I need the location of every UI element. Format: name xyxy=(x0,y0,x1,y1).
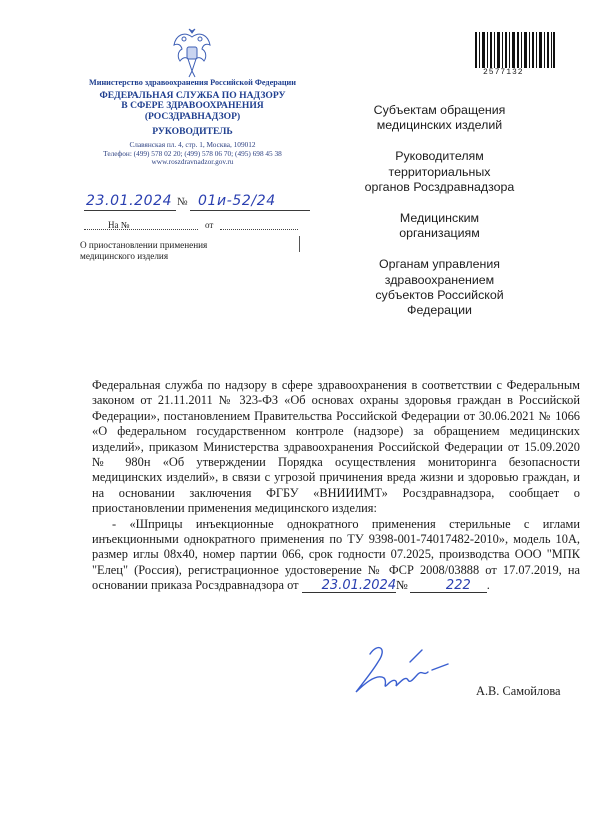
addressee-4: Органам управления здравоохранением субъектов Российской Федерации xyxy=(375,257,504,318)
letterhead xyxy=(70,78,315,167)
barcode-number: 2577132 xyxy=(483,68,524,77)
head-title: РУКОВОДИТЕЛЬ xyxy=(152,126,233,138)
phones: Телефон: (499) 578 02 20; (499) 578 06 70; (495) 698 45 38 xyxy=(103,148,282,158)
reg-date-handwritten: 23.01.2024 xyxy=(86,193,173,209)
reg-number-handwritten: 01и-52/24 xyxy=(198,193,276,209)
ot-line xyxy=(220,220,298,230)
letter-body xyxy=(92,378,580,594)
body-item: - «Шприцы инъекционные однократного применения стерильные с иглами инъекционными однократного применения по ТУ 9398-001-74017482-2010», модель 10А, размер иглы 08х40, номер партии 066, срок годности 07.2025, производства ООО "МПК "Елец" (Россия), регистрационное удостоверение № ФСР 2008/03888 от 17.07.2019, на основании приказа Росздравнадзора от 23.01.2024№ 222 . xyxy=(92,516,580,594)
subject: О приостановлении применения медицинского изделия xyxy=(80,240,208,261)
addressee-1: Субъектам обращения медицинских изделий xyxy=(373,103,506,133)
body-paragraph: Федеральная служба по надзору в сфере здравоохранения в соответствии с Федеральным законом от 21.11.2011 № 323-ФЗ «Об основах охраны здоровья граждан в Российской Федерации», постановлением Правительства Российской Федерации от 30.06.2021 № 1066 «О федеральном государственном контроле (надзоре) за обращением медицинских изделий», приказом Министерства здравоохранения Российской Федерации от 15.09.2020 № 980н «Об утверждении Порядка осуществления мониторинга безопасности медицинских изделий», в связи с угрозой причинения вреда жизни и здоровью граждан, и на основании заключения ФГБУ «ВНИИИМТ» Росздравнадзора, сообщает о приостановлении применения медицинского изделия: xyxy=(92,378,580,516)
na-label: На № xyxy=(108,220,130,230)
order-number-handwritten: 222 xyxy=(410,579,487,593)
coat-of-arms-icon xyxy=(170,27,214,79)
na-line xyxy=(84,220,198,230)
contacts xyxy=(70,141,315,166)
subject-bracket xyxy=(299,236,300,252)
address: Славянская пл. 4, стр. 1, Москва, 109012 xyxy=(129,140,256,150)
service-name: ФЕДЕРАЛЬНАЯ СЛУЖБА ПО НАДЗОРУ В СФЕРЕ ЗДРАВООХРАНЕНИЯ (РОСЗДРАВНАДЗОР) xyxy=(99,89,286,122)
addressee-2: Руководителям территориальных органов Росздравнадзора xyxy=(364,149,515,194)
order-number-label: № xyxy=(396,578,408,593)
signer-name: А.В. Самойлова xyxy=(476,684,561,698)
reg-number-label: № xyxy=(177,196,189,208)
barcode-icon xyxy=(475,32,555,68)
addressees xyxy=(352,103,527,334)
website-link[interactable]: www.roszdravnadzor.gov.ru xyxy=(151,157,234,167)
addressee-3: Медицинским организациям xyxy=(399,211,480,241)
ministry-name: Министерство здравоохранения Российской Федерации xyxy=(89,78,296,87)
ot-label: от xyxy=(205,220,214,230)
signature-icon xyxy=(348,640,456,698)
order-date-handwritten: 23.01.2024 xyxy=(302,579,396,593)
